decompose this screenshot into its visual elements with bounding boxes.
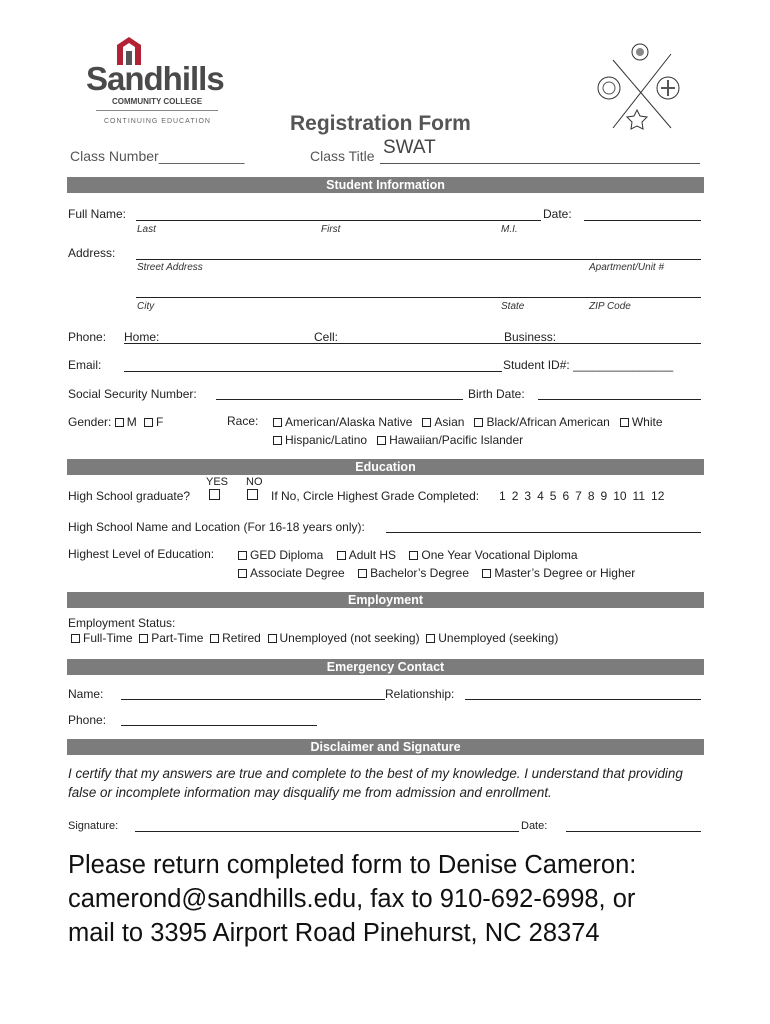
street-caption: Street Address	[137, 262, 203, 273]
emergency-phone-input[interactable]	[121, 725, 317, 726]
relationship-input[interactable]	[465, 699, 701, 700]
employment-options	[71, 631, 558, 645]
education-options-row1	[238, 548, 578, 562]
class-number-label: Class Number	[70, 148, 159, 164]
hs-name-input[interactable]	[386, 532, 701, 533]
logo-college: COMMUNITY COLLEGE	[112, 97, 203, 106]
race-label: Race:	[227, 414, 259, 428]
signature-input[interactable]	[135, 831, 519, 832]
disclaimer-text: I certify that my answers are true and complete to the best of my knowledge. I understand that providing false or incomplete information may disqualify me from admission and enrollment.	[68, 766, 683, 800]
mi-caption: M.I.	[501, 224, 518, 235]
student-id-label: Student ID#:	[503, 358, 570, 372]
last-caption: Last	[137, 224, 156, 235]
employment-option[interactable]: Unemployed (seeking)	[426, 631, 558, 645]
education-option[interactable]: Adult HS	[337, 548, 396, 562]
education-options-row2	[238, 566, 635, 580]
hs-name-label: High School Name and Location (For 16-18 years only):	[68, 520, 365, 534]
emergency-name-label: Name:	[68, 687, 104, 701]
grade-option[interactable]: 1	[499, 489, 506, 503]
gender-row	[68, 415, 163, 429]
cell-label: Cell:	[314, 330, 339, 344]
class-title-value[interactable]: SWAT	[383, 137, 436, 158]
state-caption: State	[501, 301, 525, 312]
relationship-label: Relationship:	[385, 687, 455, 701]
grade-option[interactable]: 4	[537, 489, 544, 503]
class-number-field[interactable]	[70, 148, 244, 164]
return-line-3: mail to 3395 Airport Road Pinehurst, NC 28374	[68, 919, 600, 947]
date-input[interactable]	[584, 220, 701, 221]
business-label: Business:	[504, 330, 557, 344]
return-line-2: camerond@sandhills.edu, fax to 910-692-6998, or	[68, 885, 636, 913]
birth-date-input[interactable]	[538, 399, 701, 400]
grade-option[interactable]: 2	[511, 489, 519, 503]
gender-male-option[interactable]: M	[115, 415, 137, 429]
race-option[interactable]: Asian	[422, 415, 464, 429]
education-option[interactable]: GED Diploma	[238, 548, 323, 562]
logo-division: CONTINUING EDUCATION	[104, 118, 211, 125]
gender-female-option[interactable]: F	[144, 415, 163, 429]
employment-bar: Employment	[67, 592, 704, 608]
full-name-label: Full Name:	[68, 207, 127, 221]
checkbox[interactable]	[115, 418, 124, 427]
hs-grad-no-checkbox[interactable]	[247, 489, 258, 500]
hs-grad-label: High School graduate?	[68, 489, 191, 503]
emergency-name-input[interactable]	[121, 699, 385, 700]
grade-option[interactable]: 8	[587, 489, 595, 503]
gender-label: Gender:	[68, 415, 112, 429]
yes-caption: YES	[206, 476, 229, 488]
address-label: Address:	[68, 246, 116, 260]
emergency-bar: Emergency Contact	[67, 659, 704, 675]
apt-caption: Apartment/Unit #	[589, 262, 665, 273]
race-option[interactable]: American/Alaska Native	[273, 415, 412, 429]
birth-date-label: Birth Date:	[468, 387, 525, 401]
city-input[interactable]	[136, 297, 701, 298]
date-label: Date:	[543, 207, 572, 221]
class-number-blank: ___________	[158, 148, 245, 164]
race-options-row2	[273, 433, 523, 447]
return-instructions	[68, 848, 636, 950]
signature-label: Signature:	[68, 820, 119, 832]
public-safety-emblems-icon	[593, 40, 683, 135]
grade-option[interactable]: 9	[600, 489, 608, 503]
education-option[interactable]: Master’s Degree or Higher	[482, 566, 635, 580]
zip-caption: ZIP Code	[589, 301, 631, 312]
grade-option[interactable]: 11	[632, 489, 646, 503]
race-option[interactable]: White	[620, 415, 663, 429]
street-input[interactable]	[136, 259, 701, 260]
student-id-field[interactable]	[503, 358, 673, 372]
signature-date-input[interactable]	[566, 831, 701, 832]
if-no-label: If No, Circle Highest Grade Completed:	[271, 489, 480, 503]
education-option[interactable]: Bachelor’s Degree	[358, 566, 469, 580]
hs-grad-yes-checkbox[interactable]	[209, 489, 220, 500]
ssn-label: Social Security Number:	[68, 387, 197, 401]
checkbox[interactable]	[144, 418, 153, 427]
form-title: Registration Form	[290, 112, 471, 135]
class-title-label: Class Title	[310, 148, 375, 164]
student-info-bar: Student Information	[67, 177, 704, 193]
phone-label: Phone:	[68, 330, 107, 344]
home-label: Home:	[124, 330, 160, 344]
employment-option[interactable]: Full-Time	[71, 631, 133, 645]
email-label: Email:	[68, 358, 102, 372]
employment-status-label: Employment Status:	[68, 616, 176, 630]
education-option[interactable]: Associate Degree	[238, 566, 345, 580]
no-caption: NO	[246, 476, 263, 488]
return-line-1: Please return completed form to Denise Cameron:	[68, 851, 637, 879]
grade-option[interactable]: 3	[524, 489, 532, 503]
email-input[interactable]	[124, 371, 502, 372]
grade-option[interactable]: 12	[651, 489, 665, 503]
education-bar: Education	[67, 459, 704, 475]
race-option[interactable]: Hispanic/Latino	[273, 433, 367, 447]
grade-option[interactable]: 5	[549, 489, 557, 503]
race-option[interactable]: Hawaiian/Pacific Islander	[377, 433, 523, 447]
grade-option[interactable]: 6	[562, 489, 570, 503]
race-options-row1	[273, 415, 663, 429]
employment-option[interactable]: Part-Time	[139, 631, 203, 645]
race-option[interactable]: Black/African American	[474, 415, 609, 429]
signature-date-label: Date:	[521, 820, 548, 832]
grade-list	[499, 489, 670, 503]
emergency-phone-label: Phone:	[68, 713, 107, 727]
education-option[interactable]: One Year Vocational Diploma	[409, 548, 577, 562]
grade-option[interactable]: 10	[613, 489, 627, 503]
grade-option[interactable]: 7	[575, 489, 582, 503]
highest-education-label: Highest Level of Education:	[68, 547, 215, 561]
ssn-input[interactable]	[216, 399, 463, 400]
student-id-blank: _______________	[573, 358, 674, 372]
disclaimer-bar: Disclaimer and Signature	[67, 739, 704, 755]
full-name-input[interactable]	[136, 220, 541, 221]
city-caption: City	[137, 301, 155, 312]
employment-option[interactable]: Retired	[210, 631, 261, 645]
employment-option[interactable]: Unemployed (not seeking)	[268, 631, 420, 645]
first-caption: First	[321, 224, 341, 235]
phone-input[interactable]	[124, 343, 701, 344]
logo-name: Sandhills	[86, 60, 224, 97]
